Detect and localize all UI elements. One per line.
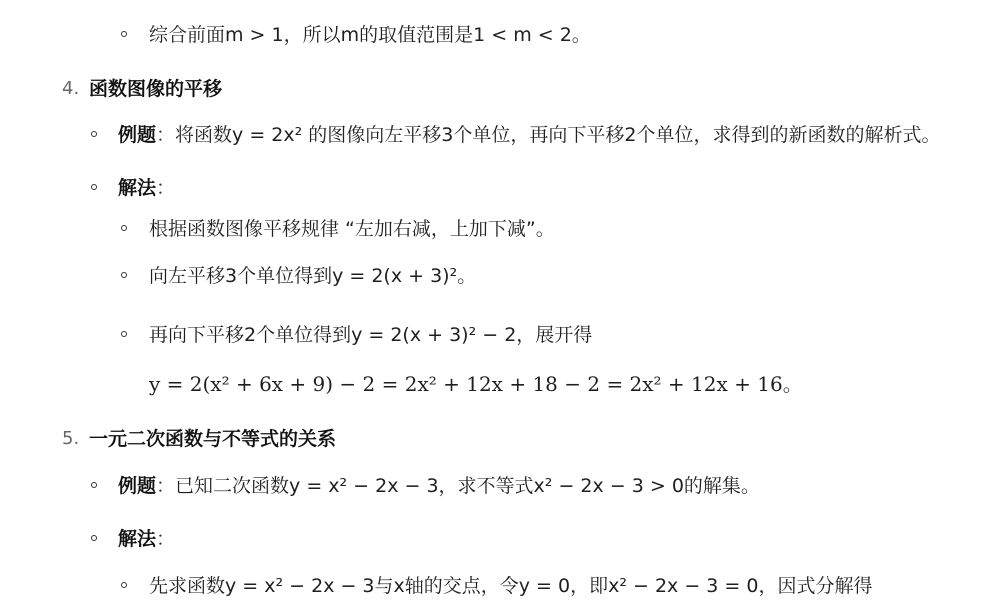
example-text: 已知二次函数y = x² − 2x − 3，求不等式x² − 2x − 3 > 0的解集。 bbox=[175, 475, 760, 497]
example-text: 将函数y = 2x² 的图像向左平移3个单位，再向下平移2个单位，求得到的新函数的解析式。 bbox=[175, 124, 941, 146]
example-line bbox=[118, 473, 760, 499]
colon: ： bbox=[156, 475, 176, 497]
solution-label: 解法 bbox=[118, 177, 157, 199]
expansion-equation: y = 2(x² + 6x + 9) − 2 = 2x² + 12x + 18 − 2 = 2x² + 12x + 16。 bbox=[149, 372, 803, 396]
section-number: 4. bbox=[62, 78, 80, 99]
text-line bbox=[149, 22, 591, 48]
example-label: 例题 bbox=[118, 475, 157, 497]
solution-line bbox=[118, 526, 175, 552]
step-line: 向左平移3个单位得到y = 2(x + 3)²。 bbox=[149, 265, 477, 287]
solution-label: 解法 bbox=[118, 528, 157, 550]
colon: ： bbox=[156, 528, 176, 550]
list-bullet bbox=[121, 582, 127, 588]
list-bullet bbox=[121, 272, 127, 278]
example-line bbox=[118, 122, 940, 148]
example-label: 例题 bbox=[118, 124, 157, 146]
step-line: 先求函数y = x² − 2x − 3与x轴的交点，令y = 0，即x² − 2x − 3 = 0，因式分解得 bbox=[149, 575, 873, 597]
list-bullet bbox=[121, 225, 127, 231]
list-bullet bbox=[91, 535, 97, 541]
section-title: 一元二次函数与不等式的关系 bbox=[89, 428, 337, 450]
list-bullet bbox=[91, 184, 97, 190]
line-text: 综合前面m > 1，所以m的取值范围是1 < m < 2。 bbox=[149, 24, 591, 46]
section-number: 5. bbox=[62, 428, 80, 449]
solution-line bbox=[118, 175, 175, 201]
colon: ： bbox=[156, 124, 176, 146]
list-bullet bbox=[121, 31, 127, 37]
step-line: 再向下平移2个单位得到y = 2(x + 3)² − 2，展开得 bbox=[149, 324, 593, 346]
list-bullet bbox=[121, 331, 127, 337]
section-title: 函数图像的平移 bbox=[89, 78, 223, 100]
list-bullet bbox=[91, 131, 97, 137]
colon: ： bbox=[156, 177, 176, 199]
step-line: 根据函数图像平移规律 “左加右减，上加下减”。 bbox=[149, 218, 555, 240]
list-bullet bbox=[91, 482, 97, 488]
